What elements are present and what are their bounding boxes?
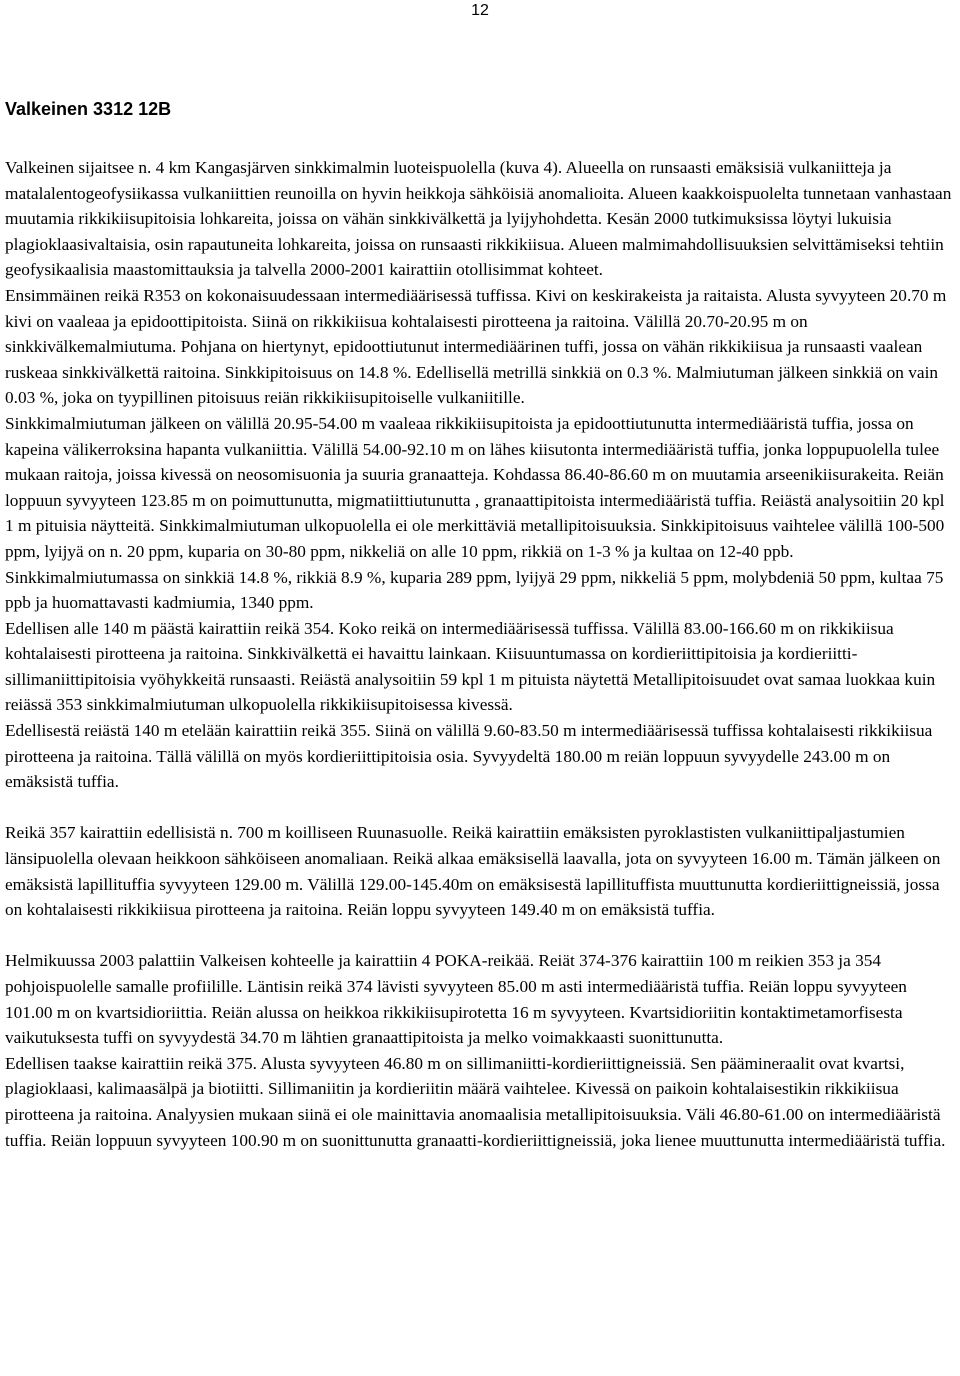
paragraph-drillhole-375: Edellisen taakse kairattiin reikä 375. Alusta syvyyteen 46.80 m on sillimaniitti-kordieriittigneissiä. Sen päämineraalit ovat kvartsi, plagioklaasi, kalimaasälpä ja biotiitti. Sillimaniitin ja kordieriitin määrä vaihtelee. Kivessä on paikoin kohtalaisestikin rikkikiisua pirotteena ja raitoina. Analyysien mukaan siinä ei ole mainittavia anomaalisia metallipitoisuuksia. Väli 46.80-61.00 on intermediääristä tuffia. Reiän loppuun syvyyteen 100.90 m on suonittunutta granaatti-kordieriittigneissiä, joka lienee muuttunutta intermediääristä tuffia. <box>5 1053 946 1150</box>
page-number: 12 <box>471 2 489 19</box>
paragraph-drillhole-357: Reikä 357 kairattiin edellisistä n. 700 m koilliseen Ruunasuolle. Reikä kairattiin emäksisten pyroklastisten vulkaniittipaljastumien länsipuolella olevaan heikkoon sähköiseen anomaliaan. Reikä alkaa emäksisellä laavalla, jota on syvyyteen 16.00 m. Tämän jälkeen on emäksistä lapillituffia syvyyteen 129.00 m. Välillä 129.00-145.40m on emäksisestä lapillituffista muuttunutta kordieriittigneissiä, jossa on kohtalaisesti rikkikiisua pirotteena ja raitoina. Reiän loppu syvyyteen 149.40 m on emäksistä tuffia. <box>5 823 941 920</box>
paragraph-drillhole-354: Edellisen alle 140 m päästä kairattiin reikä 354. Koko reikä on intermediäärisessä tuffissa. Välillä 83.00-166.60 m on rikkikiisua kohtalaisesti pirotteena ja raitoina. Sinkkivälkettä ei havaittu lainkaan. Kiisuuntumassa on kordieriittipitoisia ja kordieriitti-sillimaniittipitoisia vyöhykkeitä runsaasti. Reiästä analysoitiin 59 kpl 1 m pituista näytettä Metallipitoisuudet ovat samaa luokkaa kuin reiässä 353 sinkkimalmiutuman ulkopuolella rikkikiisupitoisessa kivessä. <box>5 618 936 715</box>
paragraph-location: Valkeinen sijaitsee n. 4 km Kangasjärven sinkkimalmin luoteispuolella (kuva 4). Alueella on runsaasti emäksisiä vulkaniitteja ja matalalentogeofysiikassa vulkaniittien reunoilla on hyvin heikkoja sähköisiä anomalioita. Alueen kaakkoispuolelta tunnetaan vanhastaan muutamia rikkikiisupitoisia lohkareita, joissa on vähän sinkkivälkettä ja lyijyhohdetta. Kesän 2000 tutkimuksissa löytyi lukuisia plagioklaasivaltaisia, osin rapautuneita lohkareita, joissa on runsaasti rikkikiisua. Alueen malmimahdollisuuksien selvittämiseksi tehtiin geofysikaalisia maastomittauksia ja talvella 2000-2001 kairattiin otollisimmat kohteet. <box>5 158 952 280</box>
paragraph-drillhole-r353: Ensimmäinen reikä R353 on kokonaisuudessaan intermediäärisessä tuffissa. Kivi on keskirakeista ja raitaista. Alusta syvyyteen 20.70 m kivi on vaaleaa ja epidoottipitoista. Siinä on rikkikiisua kohtalaisesti pirotteena ja raitoina. Välillä 20.70-20.95 m on sinkkivälkemalmiutuma. Pohjana on hiertynyt, epidoottiutunut intermediäärinen tuffi, jossa on vähän rikkikiisua ja runsaasti vaalean ruskeaa sinkkivälkettä raitoina. Sinkkipitoisuus on 14.8 %. Edellisellä metrillä sinkkiä on 0.3 %. Malmiutuman jälkeen sinkkiä on vain 0.03 %, joka on tyypillinen pitoisuus reiän rikkikiisupitoiselle vulkaniitille. <box>5 285 947 408</box>
section-heading: Valkeinen 3312 12B <box>5 99 172 119</box>
paragraph-gap <box>5 795 955 821</box>
paragraph-r353-continuation: Sinkkimalmiutuman jälkeen on välillä 20.95-54.00 m vaaleaa rikkikiisupitoista ja epidoottiutunutta intermediääristä tuffia, jossa on kapeina välikerroksina hapanta vulkaniittia. Välillä 54.00-92.10 m on lähes kiisutonta intermediääristä tuffia, jonka loppupuolella tulee mukaan raitoja, joissa kivessä on neosomisuonia ja suuria granaatteja. Kohdassa 86.40-86.60 m on muutamia arseenikiisurakeita. Reiän loppuun syvyyteen 123.85 m on poimuttunutta, migmatiittiutunutta , granaattipitoista intermediääristä tuffia. Reiästä analysoitiin 20 kpl 1 m pituisia näytteitä. Sinkkimalmiutuman ulkopuolella ei ole merkittäviä metallipitoisuuksia. Sinkkipitoisuus vaihtelee välillä 100-500 ppm, lyijyä on n. 20 ppm, kuparia on 30-80 ppm, nikkeliä on alle 10 ppm, rikkiä on 1-3 % ja kultaa on 12-40 ppb. <box>5 413 945 561</box>
paragraph-poka-holes-2003: Helmikuussa 2003 palattiin Valkeisen kohteelle ja kairattiin 4 POKA-reikää. Reiät 374-376 kairattiin 100 m reikien 353 ja 354 pohjoispuolelle samalle profiilille. Läntisin reikä 374 lävisti syvyyteen 85.00 m asti intermediääristä tuffia. Reiän loppu syvyyteen 101.00 m on kvartsidioriittia. Reiän alussa on heikkoa rikkikiisupirotetta 16 m syvyyteen. Kvartsidioriitin kontaktimetamorfisesta vaikutuksesta tuffi on syvyydestä 34.70 m lähtien granaattipitoista ja melko voimakkaasti suonittunutta. <box>5 951 907 1048</box>
body-text <box>5 155 955 1153</box>
paragraph-drillhole-355: Edellisestä reiästä 140 m etelään kairattiin reikä 355. Siinä on välillä 9.60-83.50 m intermediäärisessä tuffissa kohtalaisesti rikkikiisua pirotteena ja raitoina. Tällä välillä on myös kordieriittipitoisia osia. Syvyydeltä 180.00 m reiän loppuun syvyydelle 243.00 m on emäksistä tuffia. <box>5 721 933 792</box>
paragraph-gap <box>5 923 955 949</box>
paragraph-zinc-mineralization: Sinkkimalmiutumassa on sinkkiä 14.8 %, rikkiä 8.9 %, kuparia 289 ppm, lyijyä 29 ppm, nikkeliä 5 ppm, molybdeniä 50 ppm, kultaa 75 ppb ja huomattavasti kadmiumia, 1340 ppm. <box>5 567 944 613</box>
